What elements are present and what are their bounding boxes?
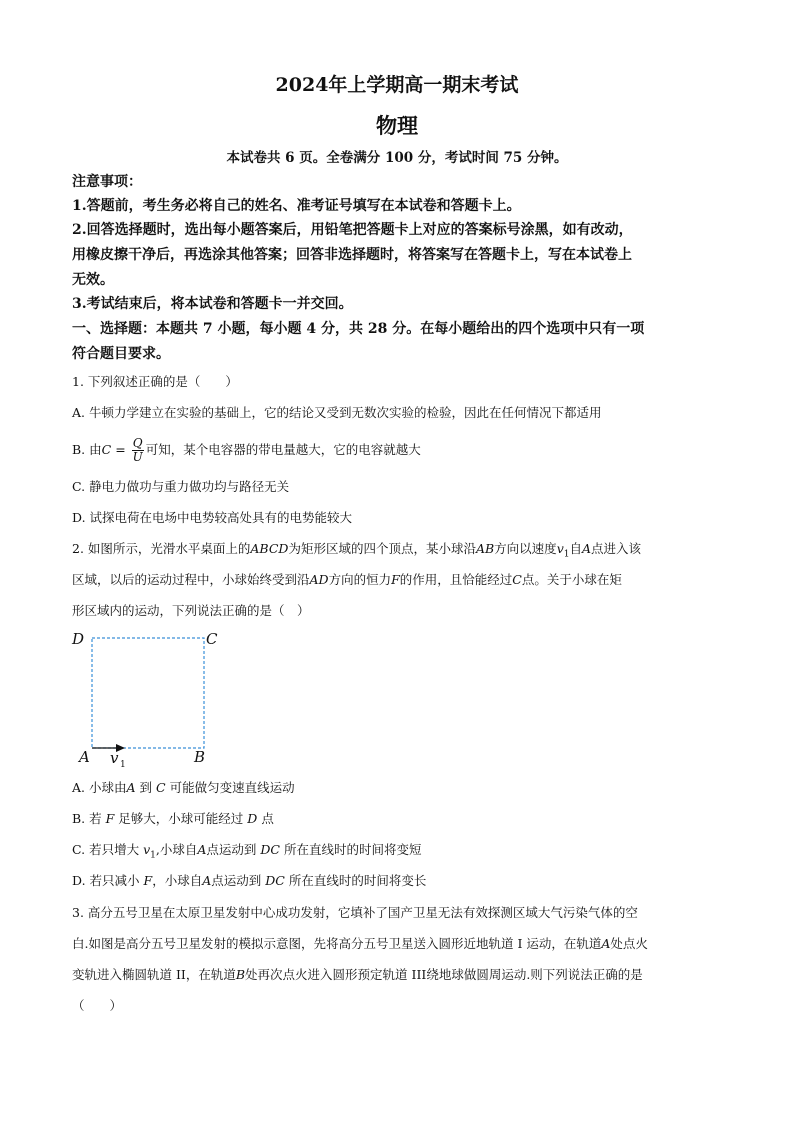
q2-var-v: v xyxy=(556,541,564,556)
q2-option-a xyxy=(72,773,722,802)
q2-a-var: C xyxy=(156,780,166,795)
q2-var-a: A xyxy=(582,541,592,556)
q2-c-var: DC xyxy=(260,842,280,857)
q2-var-f: F xyxy=(391,572,400,587)
q2-a-text: A. 小球由 xyxy=(72,780,127,795)
vertex-label-a: A xyxy=(79,748,90,766)
q2-c-text: 所在直线时的时间将变短 xyxy=(283,842,422,857)
q3-var-b: B xyxy=(235,967,246,982)
q2-text: 点进入该 xyxy=(591,541,642,556)
q2-option-b xyxy=(72,804,722,833)
q2-d-text: ，小球自 xyxy=(152,873,203,888)
q1-b-eq: = xyxy=(111,442,130,457)
q2-b-var: F xyxy=(105,811,115,826)
q2-text: 点。关于小球在矩 xyxy=(521,572,622,587)
notes-item-2-line-3: 无效。 xyxy=(72,272,114,288)
q1-option-b xyxy=(72,432,722,468)
q3-stem-line-3 xyxy=(72,960,722,989)
q2-var-abcd: ABCD xyxy=(250,541,289,556)
q1-b-var-c: C xyxy=(101,442,112,457)
q1-b-prefix: B. 由 xyxy=(72,442,102,457)
subject-title: 物理 xyxy=(376,113,418,138)
q2-c-sub: 1 xyxy=(150,850,156,861)
q2-text: 的作用，且恰能经过 xyxy=(399,572,513,587)
q2-d-text: 点运动到 xyxy=(211,873,262,888)
velocity-label: v xyxy=(110,749,119,767)
notes-item-1: 1.答题前，考生务必将自己的姓名、准考证号填写在本试卷和答题卡上。 xyxy=(72,198,521,214)
q2-stem-line-3: 形区域内的运动，下列说法正确的是（ ） xyxy=(72,603,310,618)
q2-d-var: F xyxy=(143,873,153,888)
q2-text: 区域，以后的运动过程中，小球始终受到沿 xyxy=(72,572,310,587)
q2-stem-line-2 xyxy=(72,565,722,594)
q2-a-text: 可能做匀变速直线运动 xyxy=(169,780,295,795)
velocity-subscript: 1 xyxy=(120,760,126,770)
rectangle-abcd xyxy=(92,638,204,748)
vertex-label-d: D xyxy=(72,630,85,648)
q2-c-text: ,小球自 xyxy=(155,842,198,857)
q3-text: 处点火 xyxy=(610,936,648,951)
q2-var-ab: AB xyxy=(475,541,495,556)
q3-text: 白.如图是高分五号卫星发射的模拟示意图，先将高分五号卫星送入圆形近地轨道 I 运动，在轨道 xyxy=(72,936,602,951)
q3-text: 变轨进入椭圆轨道 II，在轨道 xyxy=(72,967,236,982)
q2-text: 2. 如图所示，光滑水平桌面上的 xyxy=(72,541,251,556)
section-heading-line-1: 一、选择题：本题共 7 小题，每小题 4 分，共 28 分。在每小题给出的四个选项中只有一项 xyxy=(72,321,645,337)
q1-option-c: C. 静电力做功与重力做功均与路径无关 xyxy=(72,479,290,494)
q3-stem-line-2 xyxy=(72,929,722,958)
q2-var-c: C xyxy=(512,572,522,587)
notes-heading: 注意事项： xyxy=(72,174,142,190)
q1-option-a: A. 牛顿力学建立在实验的基础上，它的结论又受到无数次实验的检验，因此在任何情况下都适用 xyxy=(72,405,602,420)
q2-b-text: 点 xyxy=(261,811,274,826)
q3-text: 处再次点火进入圆形预定轨道 III绕地球做圆周运动.则下列说法正确的是 xyxy=(245,967,643,982)
notes-item-2-line-2: 用橡皮擦干净后，再选涂其他答案；回答非选择题时，将答案写在答题卡上，写在本试卷上 xyxy=(72,247,632,263)
q2-a-text: 到 xyxy=(139,780,153,795)
q2-c-text: 点运动到 xyxy=(206,842,257,857)
q2-c-var: A xyxy=(197,842,207,857)
q2-text: 方向以速度 xyxy=(494,541,557,556)
q2-b-var: D xyxy=(247,811,258,826)
q2-sub-1: 1 xyxy=(563,549,570,560)
q1-b-denominator: U xyxy=(132,450,143,464)
q3-stem-line-1: 3. 高分五号卫星在太原卫星发射中心成功发射，它填补了国产卫星无法有效探测区域大气污染气体的空 xyxy=(72,905,638,920)
q2-var-ad: AD xyxy=(309,572,329,587)
q2-d-var: DC xyxy=(265,873,285,888)
q2-b-text: 足够大，小球可能经过 xyxy=(118,811,244,826)
q1-b-numerator: Q xyxy=(132,436,143,450)
q1-b-suffix: 可知，某个电容器的带电量越大，它的电容就越大 xyxy=(145,442,421,457)
q2-option-d xyxy=(72,866,722,895)
q2-text: 为矩形区域的四个顶点，某小球沿 xyxy=(288,541,476,556)
q2-a-var: A xyxy=(126,780,136,795)
exam-info: 本试卷共 6 页。全卷满分 100 分，考试时间 75 分钟。 xyxy=(226,150,568,166)
section-heading-line-2: 符合题目要求。 xyxy=(72,346,170,362)
vertex-label-b: B xyxy=(194,748,206,766)
q2-d-text: D. 若只减小 xyxy=(72,873,140,888)
q3-var-a: A xyxy=(601,936,611,951)
rectangle-diagram xyxy=(70,625,240,770)
q3-stem-line-4: （ ） xyxy=(72,998,123,1013)
vertex-label-c: C xyxy=(206,630,218,648)
q2-b-text: B. 若 xyxy=(72,811,102,826)
q2-text: 方向的恒力 xyxy=(328,572,392,587)
exam-title: 2024年上学期高一期末考试 xyxy=(275,74,519,96)
q2-d-text: 所在直线时的时间将变长 xyxy=(288,873,427,888)
q2-d-var: A xyxy=(202,873,212,888)
q1-stem: 1. 下列叙述正确的是（ ） xyxy=(72,374,238,389)
notes-item-2-line-1: 2.回答选择题时，选出每小题答案后，用铅笔把答题卡上对应的答案标号涂黑，如有改动， xyxy=(72,222,633,238)
notes-item-3: 3.考试结束后，将本试卷和答题卡一并交回。 xyxy=(72,296,353,312)
q1-b-fraction xyxy=(132,437,144,464)
q1-option-d: D. 试探电荷在电场中电势较高处具有的电势能较大 xyxy=(72,510,353,525)
q2-text: 自 xyxy=(569,541,582,556)
q2-c-var: v xyxy=(143,842,151,857)
q2-c-text: C. 若只增大 xyxy=(72,842,140,857)
